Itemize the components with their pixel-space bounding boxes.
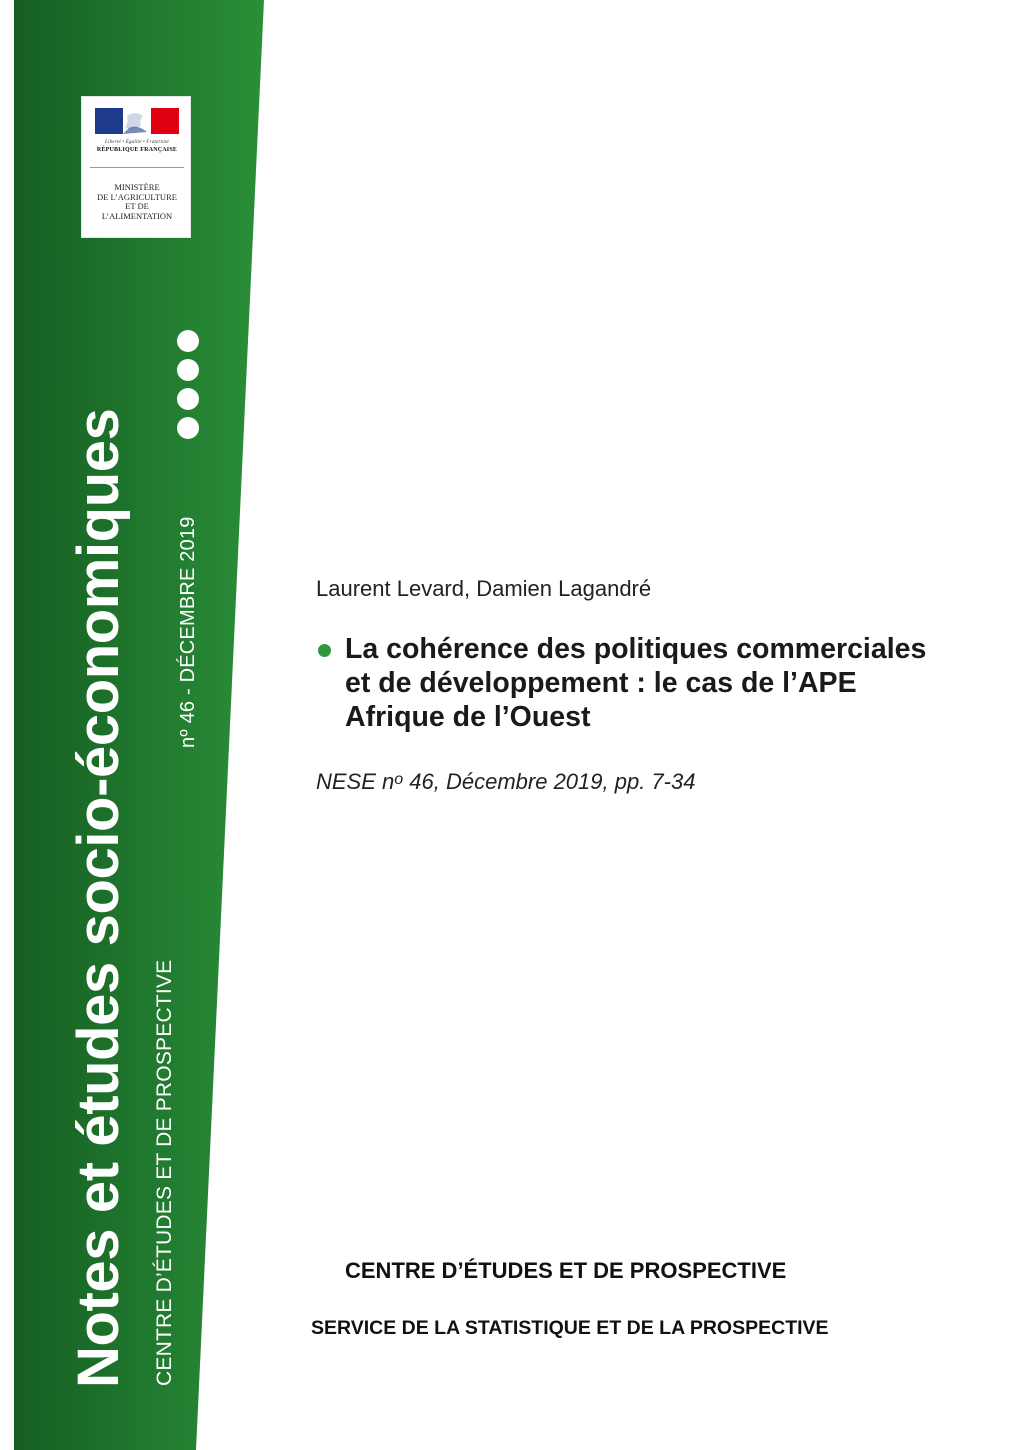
series-title: Notes et études socio-économiques: [66, 408, 131, 1388]
article-authors: Laurent Levard, Damien Lagandré: [316, 576, 652, 601]
article-title: [345, 632, 985, 734]
logo-motto: Liberté • Égalité • Fraternité: [105, 140, 169, 145]
marianne-flag-icon: [93, 106, 181, 138]
article-title-line: et de développement : le cas de l’APE: [345, 667, 857, 699]
logo-divider: [90, 167, 184, 168]
logo-ministry-name: MINISTÈRE DE L’AGRICULTURE ET DE L’ALIMENTATION: [97, 182, 177, 221]
article-title-line: La cohérence des politiques commerciales: [345, 633, 927, 665]
title-bullet-icon: [318, 644, 331, 657]
footer-centre-name: CENTRE D’ÉTUDES ET DE PROSPECTIVE: [345, 1258, 787, 1283]
article-citation: [316, 769, 695, 795]
article-title-line: Afrique de l’Ouest: [345, 701, 591, 733]
citation-superscript: o: [394, 771, 404, 788]
series-dots-icon: [175, 328, 201, 443]
ministry-logo: [81, 96, 191, 238]
citation-prefix: NESE n: [316, 769, 395, 794]
centre-vertical-label: CENTRE D’ÉTUDES ET DE PROSPECTIVE: [153, 959, 176, 1386]
logo-republique: RÉPUBLIQUE FRANÇAISE: [96, 147, 178, 153]
issue-vertical-label: nº 46 - DÉCEMBRE 2019: [177, 516, 199, 748]
citation-suffix: 46, Décembre 2019, pp. 7-34: [403, 769, 696, 794]
footer-service-name: SERVICE DE LA STATISTIQUE ET DE LA PROSPECTIVE: [311, 1317, 829, 1339]
